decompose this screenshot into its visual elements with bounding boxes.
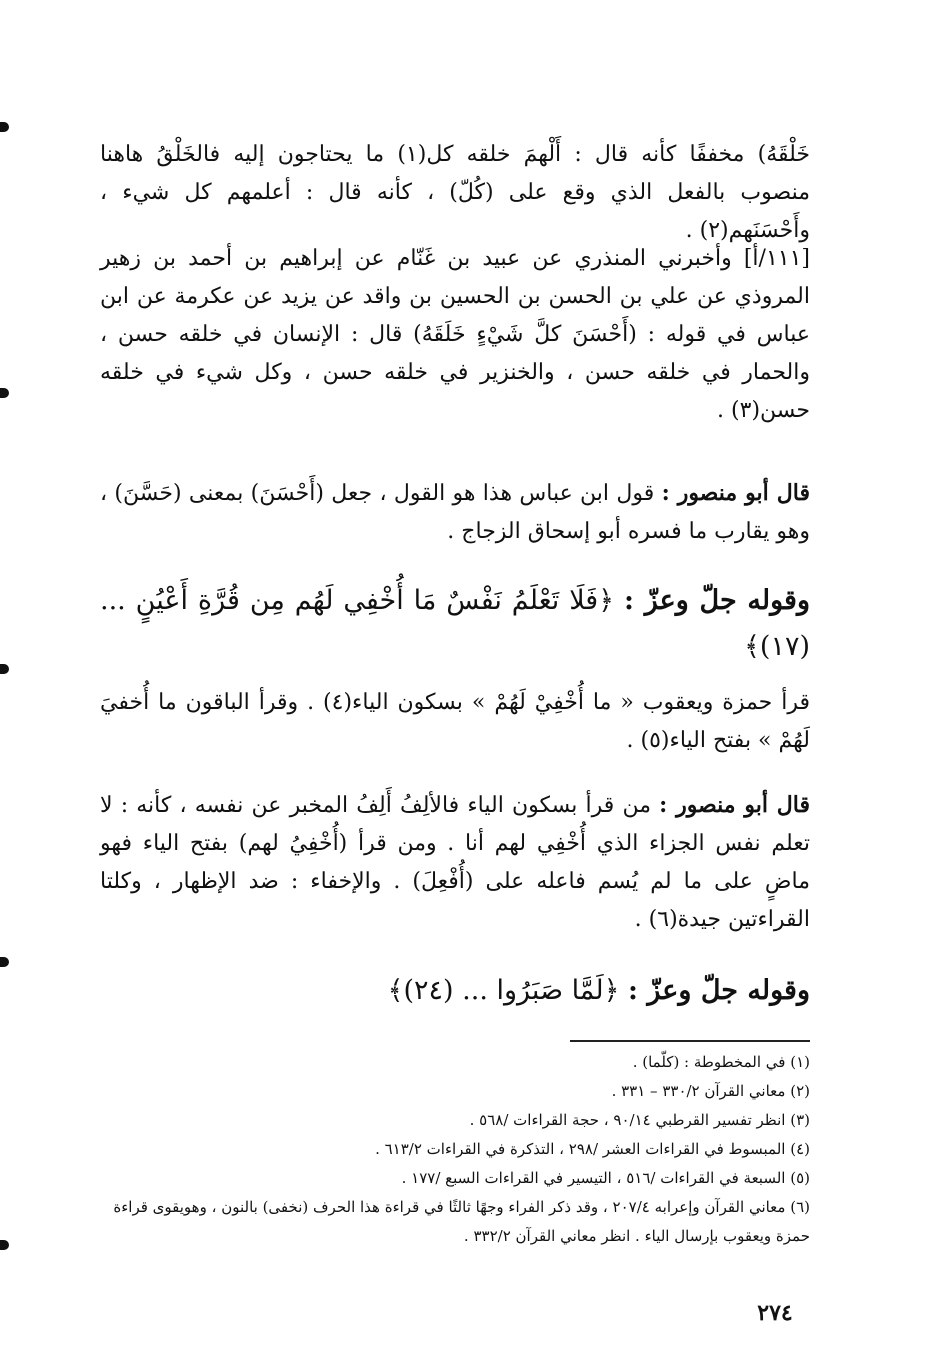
footnote-3: (٣) انظر تفسير القرطبي ٩٠/١٤ ، حجة القراءات /٥٦٨ . [469, 1111, 810, 1129]
speaker-label: قال أبو منصور : [659, 792, 810, 818]
footnote-4: (٤) المبسوط في القراءات العشر /٢٩٨ ، التذكرة في القراءات ٦١٣/٢ . [375, 1140, 810, 1158]
quran-verse-17: ﴿فَلَا تَعْلَمُ نَفْسٌ مَا أُخْفِي لَهُم مِن قُرَّةِ أَعْيُنٍ ... (١٧)﴾ [100, 585, 810, 662]
speaker-label: قال أبو منصور : [661, 480, 810, 506]
paragraph-6-text: من قرأ بسكون الياء فالألِفُ أَلِفُ المخبر عن نفسه ، كأنه : لا تعلم نفس الجزاء الذي أُخْفِي لهم أنا . ومن قرأ (أُخْفِيُ لهم) بفتح الياء فهو ماضٍ على ما لم يُسم فاعله على (أُفْعِلَ) . والإخفاء : ضد الإظهار ، وكلتا القراءتين جيدة(٦) . [100, 793, 810, 932]
footnote-divider [570, 1040, 810, 1042]
verse-heading-24 [100, 968, 810, 1014]
footnotes-list [100, 1048, 810, 1251]
footnote-1: (١) في المخطوطة : (كلّما) . [632, 1053, 810, 1071]
page-number: ٢٧٤ [757, 1300, 793, 1326]
footnote-2: (٢) معاني القرآن ٣٣٠/٢ – ٣٣١ . [611, 1082, 810, 1100]
binding-mark [0, 388, 9, 398]
binding-mark [0, 957, 9, 967]
verse-intro-label: وقوله جلّ وعزّ : [628, 975, 810, 1006]
paragraph-5-readings: قرأ حمزة ويعقوب « ما أُخْفِيْ لَهُمْ » بسكون الياء(٤) . وقرأ الباقون ما أُخفيَ لَهُمْ » بفتح الياء(٥) . [100, 690, 810, 753]
paragraph-3 [100, 474, 810, 551]
footnote-6: (٦) معاني القرآن وإعرابه ٢٠٧/٤ ، وقد ذكر الفراء وجهًا ثالثًا في قراءة هذا الحرف (نخفى) بالنون ، وهويقوى قراءة حمزة ويعقوب بإرسال الياء . انظر معاني القرآن ٣٣٢/٢ . [113, 1198, 810, 1245]
binding-mark [0, 122, 9, 132]
paragraph-2-isnad: [١١١/أ] وأخبرني المنذري عن عبيد بن غَنّام عن إبراهيم بن أحمد بن زهير المروذي عن علي بن الحسن بن الحسين بن واقد عن يزيد عن عكرمة عن ابن عباس في قوله : (أَحْسَنَ كلَّ شَيْءٍ خَلَقَهُ) قال : الإنسان في خلقه حسن ، والحمار في خلقه حسن ، والخنزير في خلقه حسن ، وكل شيء في خلقه حسن(٣) . [100, 246, 810, 423]
verse-heading-17 [100, 578, 810, 670]
paragraph-6 [100, 786, 810, 939]
paragraph-3-text: قول ابن عباس هذا هو القول ، جعل (أَحْسَنَ) بمعنى (حَسَّنَ) ، وهو يقارب ما فسره أبو إسحاق الزجاج . [100, 481, 810, 544]
verse-intro-label: وقوله جلّ وعزّ : [623, 585, 810, 616]
binding-mark [0, 664, 9, 674]
quran-verse-24: ﴿لَمَّا صَبَرُوا ... (٢٤)﴾ [387, 975, 629, 1006]
paragraph-1: خَلْقَهُ) مخففًا كأنه قال : أَلْهمَ خلقه كل(١) ما يحتاجون إليه فالخَلْقُ هاهنا منصوب بالفعل الذي وقع على (كُلّ) ، كأنه قال : أعلمهم كل شيء ، وأَحْسَنَهم(٢) . [100, 142, 811, 243]
footnote-5: (٥) السبعة في القراءات /٥١٦ ، التيسير في القراءات السبع /١٧٧ . [401, 1169, 810, 1187]
binding-mark [0, 1240, 9, 1250]
